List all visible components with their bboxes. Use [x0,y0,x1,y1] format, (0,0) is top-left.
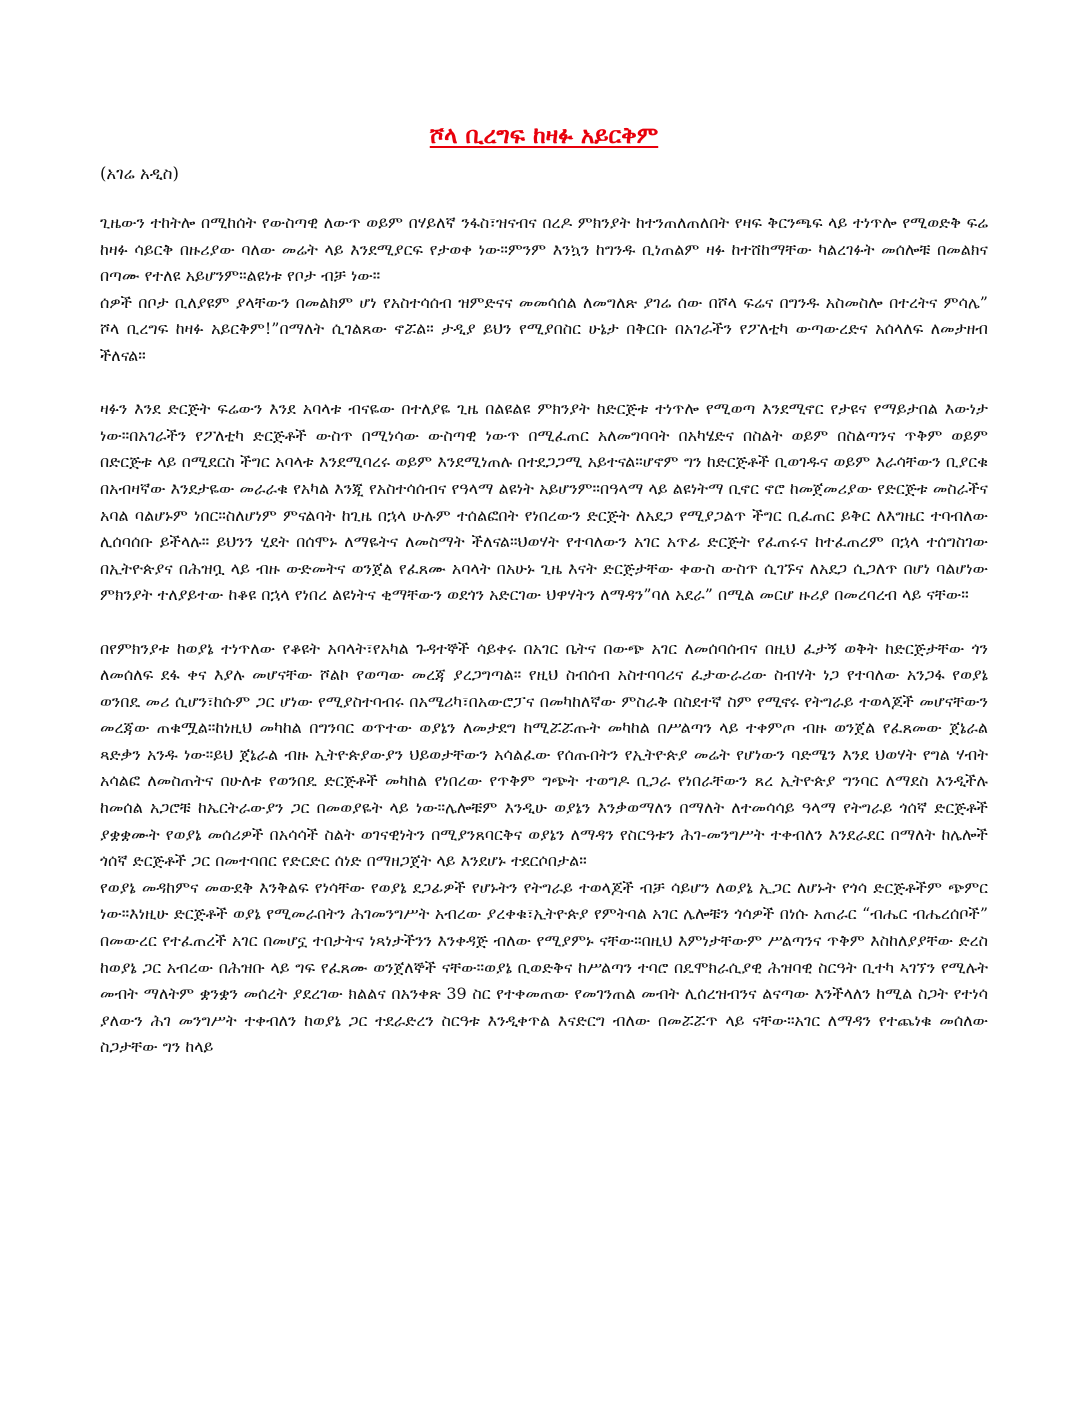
article-paragraph-3: ዛፉን እንደ ድርጅት ፍሬውን እንደ አባላቱ ብናዬው በተለያዬ ጊዜ በልዩልዩ ምክንያት ከድርጅቱ ተነጥሎ የሚወጣ እንደሚኖር የታዩና የማይታበል እውነታ ነው።በአገራችን የፖለቲካ ድርጅቶች ውስጥ በሚነሳው ውስጣዊ ነውጥ በሚፈጠር አለመግባባት በአካሄድና በስልት ወይም በስልጣንና ጥቅም ወይም በድርጅቱ ላይ በሚደርስ ችግር አባላቱ እንደሚባረሩ ወይም እንደሚነጠሉ በተደጋጋሚ አይተናል።ሆኖም ግን ከድርጅቶች ቢወገዱና ወይም እራሳቸውን ቢያርቁ በአብዛኛው እንደታዬው መራራቁ የአካል እንጂ የአስተሳሰብና የዓላማ ልዩነት አይሆንም።በዓላማ ላይ ልዩነትማ ቢኖር ኖሮ ከመጀመሪያው የድርጅቱ መስራችና አባል ባልሆኑም ነበር።ስለሆነም ምናልባት ከጊዜ በኋላ ሁሉም ተሰልፎበት የነበረውን ድርጅት ለአደጋ የሚያጋልጥ ችግር ቢፈጠር ይቅር ለእግዜር ተባብለው ሊሰባሰቡ ይችላሉ። ይህንን ሂደት በሰሞኑ ለማዬትና ለመስማት ችለናል።ህወሃት የተባለውን አገር አጥፊ ድርጅት የፈጠሩና ከተፈጠረም በኋላ ተሰግስገው በኢትዮጵያና በሕዝቧ ላይ ብዙ ውድመትና ወንጀል የፈጸሙ አባላት በአሁኑ ጊዜ እናት ድርጅታቸው ቀውስ ውስጥ ሲገኙና ለአደጋ ሲጋለጥ በሆነ ባልሆነው ምክንያት ተለያይተው ከቆዩ በኋላ የነበረ ልዩነትና ቂማቸውን ወደጎን አድርገው ህዋሃትን ለማዳን”ባለ አደራ” በሚል መርሆ ዙሪያ በመረባረብ ላይ ናቸው። [100,399,988,605]
article-paragraph-1: ጊዜውን ተከትሎ በሚከሰት የውስጣዊ ለውጥ ወይም በሃይለኛ ንፋስ፣ዝናብና በረዶ ምክንያት ከተንጠለጠለበት የዛፍ ቅርንጫፍ ላይ ተነጥሎ የሚወድቅ ፍሬ ከዛፉ ሳይርቅ በዙሪያው ባለው መሬት ላይ እንደሚያርፍ የታወቀ ነው።ምንም እንኳን ከግንዱ ቢነጠልም ዛፉ ከተሸከማቸው ካልረገፉት መሰሎቹ በመልክና በጣሙ የተለዩ አይሆንም።ልዩነቱ የቦታ ብቻ ነው። [100,213,988,286]
article-byline: (አገሬ አዲስ) [100,164,179,183]
article-paragraph-2: ሰዎች በቦታ ቢለያዩም ያላቸውን በመልክም ሆነ የአስተሳሰብ ዝምድናና መመሳሰል ለመግለጽ ያገሬ ሰው በሾላ ፍሬና በግንዱ አስመስሎ በተረትና ምሳሌ” ሾላ ቢረግፍ ከዛፉ አይርቅም!”በማለት ሲገልጸው ኖሯል። ታዲያ ይህን የሚያበስር ሁኔታ በቅርቡ በአገራችን የፖለቲካ ውጣውረድና አሰላለፍ ለመታዘብ ችለናል። [100,292,988,365]
article-paragraph-5: የወያኔ መዳከምና መውደቅ እንቅልፍ የነሳቸው የወያኔ ደጋፊዎች የሆኑትን የትግራይ ተወላጆች ብቻ ሳይሆን ለወያኔ ኢጋር ለሆኑት የጎሳ ድርጅቶችም ጭምር ነው።እነዚሁ ድርጅቶች ወያኔ የሚመራበትን ሕገመንግሥት አብረው ያረቀቁ፣ኢትዮጵያ የምትባል አገር ሌሎቹን ጎሳዎች በነሱ አጠራር “ብሔር ብሔረሰቦች” በመውረር የተፈጠረች አገር በመሆኗ ተበታትና ነጻነታችንን እንቀዳጅ ብለው የሚያምኑ ናቸው።በዚህ እምነታቸውም ሥልጣንና ጥቅም እስከለያያቸው ድረስ ከወያኔ ጋር አብረው በሕዝቡ ላይ ግፍ የፈጸሙ ወንጀለኞች ናቸው።ወያኔ ቢወድቅና ከሥልጣን ተባሮ በዴሞክራሲያዊ ሕዝባዊ ስርዓት ቢተካ ኣገኘን የሚሉት መብት ማለትም ቋንቋን መሰረት ያደረገው ክልልና በአንቀጽ 39 ስር የተቀመጠው የመገንጠል መብት ሊሰረዝብንና ልናጣው እንችላለን ከሚል ስጋት የተነሳ ያለውን ሕገ መንግሥት ተቀብለን ከወያኔ ጋር ተደራድረን ስርዓቱ እንዲቀጥል እናድርግ ብለው በመሯሯጥ ላይ ናቸው።አገር ለማዳን የተጨነቁ መሰለው ስጋታቸው ግን ከላይ [100,877,988,1057]
article-paragraph-4: በየምክንያቱ ከወያኔ ተነጥለው የቆዩት አባላት፣የአካል ጉዳተኞች ሳይቀሩ በአገር ቤትና በውጭ አገር ለመሰባሰብና በዚህ ፈታኝ ወቅት ከድርጅታቸው ጎን ለመሰለፍ ደፋ ቀና እያሉ መሆናቸው ሾልኮ የወጣው መረጃ ያረጋግጣል። የዚህ ስብሰብ አስተባባሪና ፈታውራሪው ስብሃት ነጋ የተባለው አንጋፋ የወያኔ ወንበዴ መሪ ሲሆን፣ከሱም ጋር ሆነው የሚያስተባብሩ በአሜሪካ፣በአውሮፓና በመካከለኛው ምስራቅ በስደተኛ ስም የሚኖሩ የትግራይ ተወላጆች መሆናቸውን መረጃው ጠቁሟል።ከነዚህ መካከል በግንባር ወጥተው ወያኔን ለመታደግ ከሚሯሯጡት መካከል በሥልጣን ላይ ተቀምጦ ብዙ ወንጀል የፈጸመው ጀኔራል ጻድቃን አንዱ ነው።ይህ ጀኔራል ብዙ ኢትዮጵያውያን ህይወታቸውን አሳልፈው የሰጡበትን የኢትዮጵያ መሬት የሆነውን ባድሜን እንደ ህወሃት የግል ሃብት አሳልፎ ለመስጠትና በሁለቱ የወንበዴ ድርጅቶች መካከል የነበረው የጥቅም ግጭት ተወግዶ ቢጋራ የነበራቸውን ጸረ ኢትዮጵያ ግንባር ለማደስ እንዲችሉ ከመሰል አጋሮቹ ከኤርትራውያን ጋር በመወያዬት ላይ ነው።ሌሎቹም እንዲሁ ወያኔን እንቃወማለን በማለት ለተመሳሳይ ዓላማ የትግራይ ጎሰኛ ድርጅቶች ያቋቋሙት የወያኔ መሰሪዎች በአሳሳች ስልት ወገናዊነትን በሚያንጸባርቅና ወያኔን ለማዳን የስርዓቱን ሕገ-መንግሥት ተቀብለን እንደራደር በማለት ከሌሎች ጎሰኛ ድርጅቶች ጋር በመተባበር የድርድር ሰነድ በማዘጋጀት ላይ እንደሆኑ ተደርሶበታል። [100,638,988,871]
article-body [100,210,988,1061]
article-title: ሾላ ቢረግፍ ከዛፉ አይርቅም [429,122,659,149]
